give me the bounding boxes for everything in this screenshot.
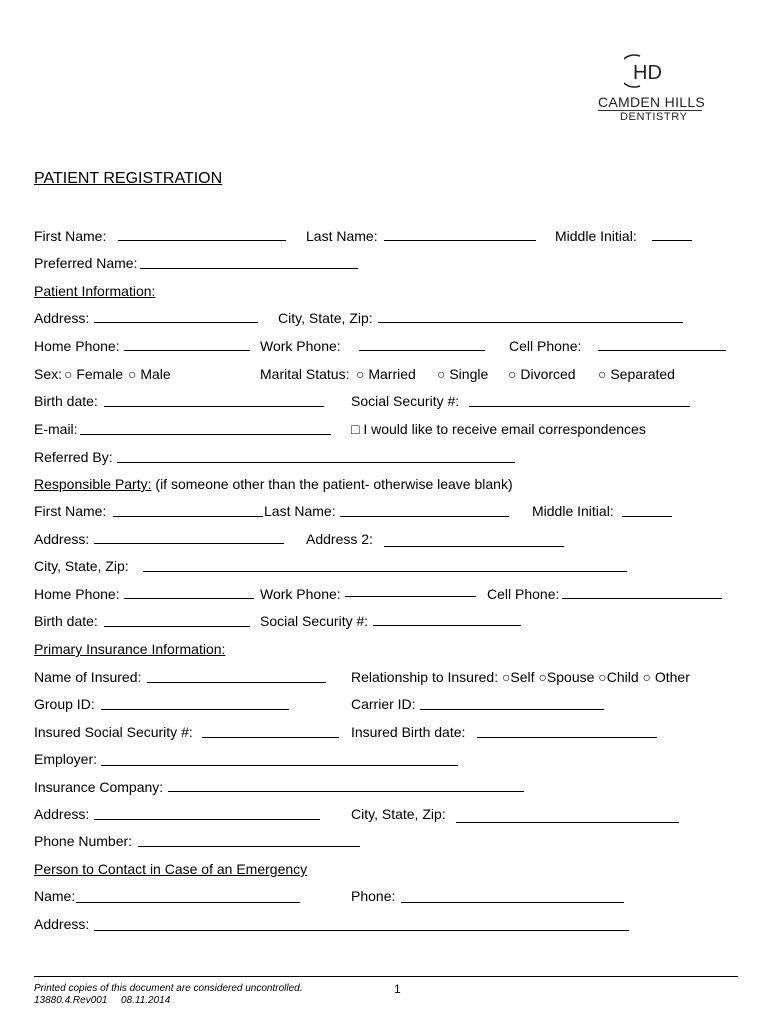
- insurance-phone-label: Phone Number:: [34, 833, 133, 849]
- insured-name-label: Name of Insured:: [34, 669, 142, 685]
- marital-separated-radio[interactable]: ○ Separated: [598, 366, 675, 382]
- insured-birth-label: Insured Birth date:: [351, 724, 466, 740]
- middle-initial-label: Middle Initial:: [555, 228, 637, 244]
- insurance-heading: Primary Insurance Information:: [34, 641, 226, 657]
- carrier-id-label: Carrier ID:: [351, 696, 416, 712]
- rp-address2-field[interactable]: [384, 546, 564, 547]
- footer-doc-id: 13880.4.Rev001: [34, 995, 108, 1006]
- marital-married-radio[interactable]: ○ Married: [356, 366, 416, 382]
- email-opt-in-checkbox[interactable]: □ I would like to receive email correspondences: [351, 421, 646, 437]
- rp-address-field[interactable]: [94, 543, 284, 544]
- first-name-field[interactable]: [118, 240, 286, 241]
- rp-cell-phone-label: Cell Phone:: [487, 586, 560, 602]
- footer-date: 08.11.2014: [121, 995, 171, 1006]
- insurance-phone-field[interactable]: [138, 846, 360, 847]
- city-state-zip-label: City, State, Zip:: [278, 310, 373, 326]
- marital-status-label: Marital Status:: [260, 366, 350, 382]
- insured-ssn-field[interactable]: [202, 737, 339, 738]
- rp-last-name-field[interactable]: [340, 516, 509, 517]
- insurance-company-field[interactable]: [168, 791, 524, 792]
- sex-label: Sex:: [34, 366, 63, 382]
- carrier-id-field[interactable]: [420, 709, 604, 710]
- cell-phone-label: Cell Phone:: [509, 338, 582, 354]
- emergency-phone-field[interactable]: [401, 902, 624, 903]
- referred-by-field[interactable]: [117, 462, 515, 463]
- rp-city-state-zip-label: City, State, Zip:: [34, 558, 129, 574]
- last-name-field[interactable]: [384, 240, 536, 241]
- emergency-name-field[interactable]: [76, 902, 300, 903]
- home-phone-field[interactable]: [124, 350, 250, 351]
- insured-ssn-label: Insured Social Security #:: [34, 724, 193, 740]
- rp-work-phone-label: Work Phone:: [260, 586, 341, 602]
- address-label: Address:: [34, 310, 90, 326]
- relationship-options[interactable]: Relationship to Insured: ○Self ○Spouse ○Child ○ Other: [351, 669, 690, 685]
- footer-note: Printed copies of this document are considered uncontrolled.: [34, 983, 303, 994]
- insured-name-field[interactable]: [147, 682, 326, 683]
- logo-subtitle: DENTISTRY: [620, 111, 688, 123]
- rp-middle-initial-label: Middle Initial:: [532, 503, 614, 519]
- footer-divider: [34, 976, 738, 977]
- page-number: 1: [394, 982, 401, 996]
- group-id-label: Group ID:: [34, 696, 95, 712]
- marital-single-radio[interactable]: ○ Single: [437, 366, 489, 382]
- emergency-address-label: Address:: [34, 916, 90, 932]
- emergency-phone-label: Phone:: [351, 888, 396, 904]
- rp-ssn-label: Social Security #:: [260, 613, 369, 629]
- city-state-zip-field[interactable]: [378, 322, 683, 323]
- page-title: PATIENT REGISTRATION: [34, 170, 223, 187]
- responsible-party-title: Responsible Party:: [34, 476, 152, 492]
- rp-city-state-zip-field[interactable]: [143, 571, 627, 572]
- insurance-address-label: Address:: [34, 806, 90, 822]
- patient-info-heading: Patient Information:: [34, 283, 156, 299]
- group-id-field[interactable]: [101, 709, 289, 710]
- last-name-label: Last Name:: [306, 228, 378, 244]
- emergency-heading: Person to Contact in Case of an Emergency: [34, 861, 308, 877]
- rp-last-name-label: Last Name:: [264, 503, 336, 519]
- insurance-address-field[interactable]: [94, 819, 320, 820]
- rp-birth-date-label: Birth date:: [34, 613, 98, 629]
- email-label: E-mail:: [34, 421, 78, 437]
- logo-name: CAMDEN HILLS: [598, 94, 706, 110]
- address-field[interactable]: [94, 322, 258, 323]
- insurance-city-state-zip-label: City, State, Zip:: [351, 806, 446, 822]
- first-name-label: First Name:: [34, 228, 107, 244]
- email-field[interactable]: [80, 434, 331, 435]
- rp-birth-date-field[interactable]: [104, 626, 250, 627]
- logo-mark-text: HD: [633, 62, 662, 84]
- cell-phone-field[interactable]: [598, 350, 726, 351]
- logo-mark-icon: [624, 54, 670, 88]
- insurance-company-label: Insurance Company:: [34, 779, 164, 795]
- sex-male-radio[interactable]: ○ Male: [128, 366, 171, 382]
- insurance-city-state-zip-field[interactable]: [456, 822, 679, 823]
- rp-cell-phone-field[interactable]: [562, 598, 722, 599]
- marital-divorced-radio[interactable]: ○ Divorced: [508, 366, 576, 382]
- rp-first-name-field[interactable]: [113, 516, 263, 517]
- preferred-name-label: Preferred Name:: [34, 255, 138, 271]
- ssn-field[interactable]: [469, 406, 690, 407]
- rp-first-name-label: First Name:: [34, 503, 107, 519]
- employer-field[interactable]: [101, 765, 458, 766]
- emergency-name-label: Name:: [34, 888, 76, 904]
- rp-address2-label: Address 2:: [306, 531, 373, 547]
- referred-by-label: Referred By:: [34, 449, 113, 465]
- insured-birth-field[interactable]: [477, 737, 657, 738]
- sex-female-radio[interactable]: ○ Female: [64, 366, 124, 382]
- rp-middle-initial-field[interactable]: [622, 516, 672, 517]
- middle-initial-field[interactable]: [652, 240, 692, 241]
- ssn-label: Social Security #:: [351, 393, 460, 409]
- home-phone-label: Home Phone:: [34, 338, 120, 354]
- responsible-party-note: (if someone other than the patient- otherwise leave blank): [151, 476, 513, 492]
- responsible-party-heading: [34, 476, 513, 493]
- rp-address-label: Address:: [34, 531, 90, 547]
- preferred-name-field[interactable]: [140, 268, 358, 269]
- birth-date-label: Birth date:: [34, 393, 98, 409]
- birth-date-field[interactable]: [104, 406, 324, 407]
- work-phone-label: Work Phone:: [260, 338, 341, 354]
- rp-home-phone-field[interactable]: [124, 598, 254, 599]
- emergency-address-field[interactable]: [94, 930, 629, 931]
- work-phone-field[interactable]: [359, 350, 485, 351]
- rp-ssn-field[interactable]: [373, 625, 521, 626]
- rp-home-phone-label: Home Phone:: [34, 586, 120, 602]
- rp-work-phone-field[interactable]: [345, 596, 476, 597]
- employer-label: Employer:: [34, 751, 98, 767]
